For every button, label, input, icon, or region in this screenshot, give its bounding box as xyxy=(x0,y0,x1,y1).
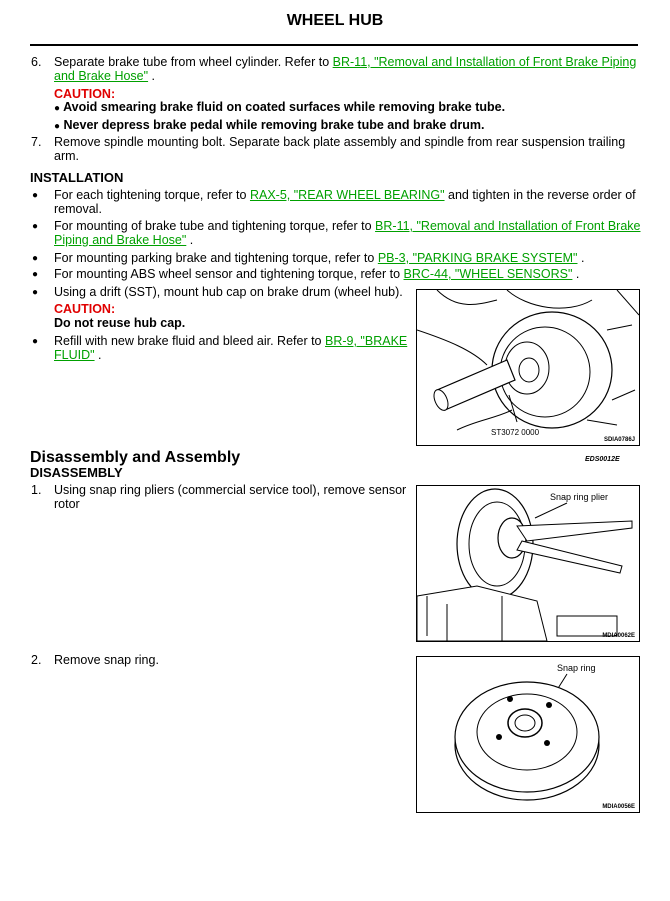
install-b4-link[interactable]: BRC-44, "WHEEL SENSORS" xyxy=(403,267,573,281)
install-bullet-6 xyxy=(54,334,414,362)
page-title: WHEEL HUB xyxy=(286,12,384,29)
bullet-icon: ● xyxy=(54,103,61,114)
section-code: EDS0012E xyxy=(585,456,620,463)
dis-step-1-line-1: Using snap ring pliers (commercial service tool), remove sensor xyxy=(54,483,407,497)
step-6-number: 6. xyxy=(31,55,42,69)
figure-3-code: MDIA0056E xyxy=(602,804,635,810)
step-7-line-2: arm. xyxy=(54,149,79,163)
bullet-icon: ● xyxy=(32,190,39,201)
install-b6-link-cont[interactable]: FLUID" xyxy=(54,348,95,362)
bullet-icon: ● xyxy=(32,336,39,347)
dis-step-1-text xyxy=(54,483,414,511)
step-7-line-1: Remove spindle mounting bolt. Separate back plate assembly and spindle from rear suspension trailing xyxy=(54,135,626,149)
install-bullet-1 xyxy=(54,188,644,216)
disassembly-assembly-heading: Disassembly and Assembly xyxy=(30,449,241,466)
bullet-icon: ● xyxy=(32,287,39,298)
dis-step-1-number: 1. xyxy=(31,483,42,497)
figure-2-label: Snap ring plier xyxy=(550,492,609,502)
dis-step-2-text: Remove snap ring. xyxy=(54,653,159,667)
install-b4-post: . xyxy=(572,267,580,281)
dis-step-2-number: 2. xyxy=(31,653,42,667)
figure-3-label: Snap ring xyxy=(557,663,596,673)
install-b3-post: . xyxy=(577,251,585,265)
install-b2-pre: For mounting of brake tube and tightening torque, refer to xyxy=(54,219,372,233)
install-b1-link[interactable]: RAX-5, "REAR WHEEL BEARING" xyxy=(249,188,445,202)
install-b6-pre: Refill with new brake fluid and bleed air. Refer to xyxy=(54,334,322,348)
figure-snap-ring xyxy=(416,656,640,813)
step-7-text xyxy=(54,135,644,163)
snap-ring-illustration xyxy=(417,657,639,812)
step-6-body: Separate brake tube from wheel cylinder. Refer to xyxy=(54,55,330,69)
caution-1-item-1-text: Avoid smearing brake fluid on coated surfaces while removing brake tube. xyxy=(63,100,506,114)
install-b2-link-cont[interactable]: Piping and Brake Hose" xyxy=(54,233,187,247)
install-bullet-4 xyxy=(54,267,644,281)
snap-ring-plier-illustration xyxy=(417,486,639,641)
install-b6-link[interactable]: BR-9, "BRAKE xyxy=(325,334,408,348)
install-b1-post2: removal. xyxy=(54,202,102,216)
step-6-text xyxy=(54,55,644,83)
install-b3-pre: For mounting parking brake and tightening torque, refer to xyxy=(54,251,375,265)
caution-2-text: Do not reuse hub cap. xyxy=(54,316,186,330)
drift-hub-cap-illustration xyxy=(417,290,639,445)
figure-drift-hub-cap xyxy=(416,289,640,446)
caution-label-2: CAUTION: xyxy=(54,302,116,316)
title-rule xyxy=(30,44,638,46)
figure-2-code: MDIA0062E xyxy=(602,633,635,639)
dis-step-1-line-2: rotor xyxy=(54,497,80,511)
install-b2-link[interactable]: BR-11, "Removal and Installation of Front Brake xyxy=(375,219,641,233)
install-b6-post: . xyxy=(94,348,102,362)
bullet-icon: ● xyxy=(32,253,39,264)
step-6-tail: . xyxy=(148,69,156,83)
step-7-number: 7. xyxy=(31,135,42,149)
install-b1-post: and tighten in the reverse order of xyxy=(444,188,636,202)
caution-label-1: CAUTION: xyxy=(54,87,116,101)
install-b2-post: . xyxy=(186,233,194,247)
caution-1-item-2-text: Never depress brake pedal while removing brake tube and brake drum. xyxy=(63,118,485,132)
bullet-icon: ● xyxy=(32,221,39,232)
install-b1-pre: For each tightening torque, refer to xyxy=(54,188,247,202)
install-bullet-5: Using a drift (SST), mount hub cap on brake drum (wheel hub). xyxy=(54,285,403,299)
bullet-icon: ● xyxy=(54,121,61,132)
install-bullet-2 xyxy=(54,219,644,247)
figure-snap-ring-plier xyxy=(416,485,640,642)
install-b3-link[interactable]: PB-3, "PARKING BRAKE SYSTEM" xyxy=(377,251,578,265)
caution-1-item-1 xyxy=(54,100,505,114)
step-6-link-cont[interactable]: and Brake Hose" xyxy=(54,69,149,83)
figure-1-code: SDIA0786J xyxy=(603,437,635,443)
install-b4-pre: For mounting ABS wheel sensor and tightening torque, refer to xyxy=(54,267,401,281)
step-6-link[interactable]: BR-11, "Removal and Installation of Front Brake Piping xyxy=(332,55,637,69)
caution-1-item-2 xyxy=(54,118,485,132)
bullet-icon: ● xyxy=(32,269,39,280)
install-bullet-3 xyxy=(54,251,644,265)
figure-1-label: ST3072 0000 xyxy=(491,428,540,437)
disassembly-subheading: DISASSEMBLY xyxy=(30,465,123,480)
installation-heading: INSTALLATION xyxy=(30,170,124,185)
